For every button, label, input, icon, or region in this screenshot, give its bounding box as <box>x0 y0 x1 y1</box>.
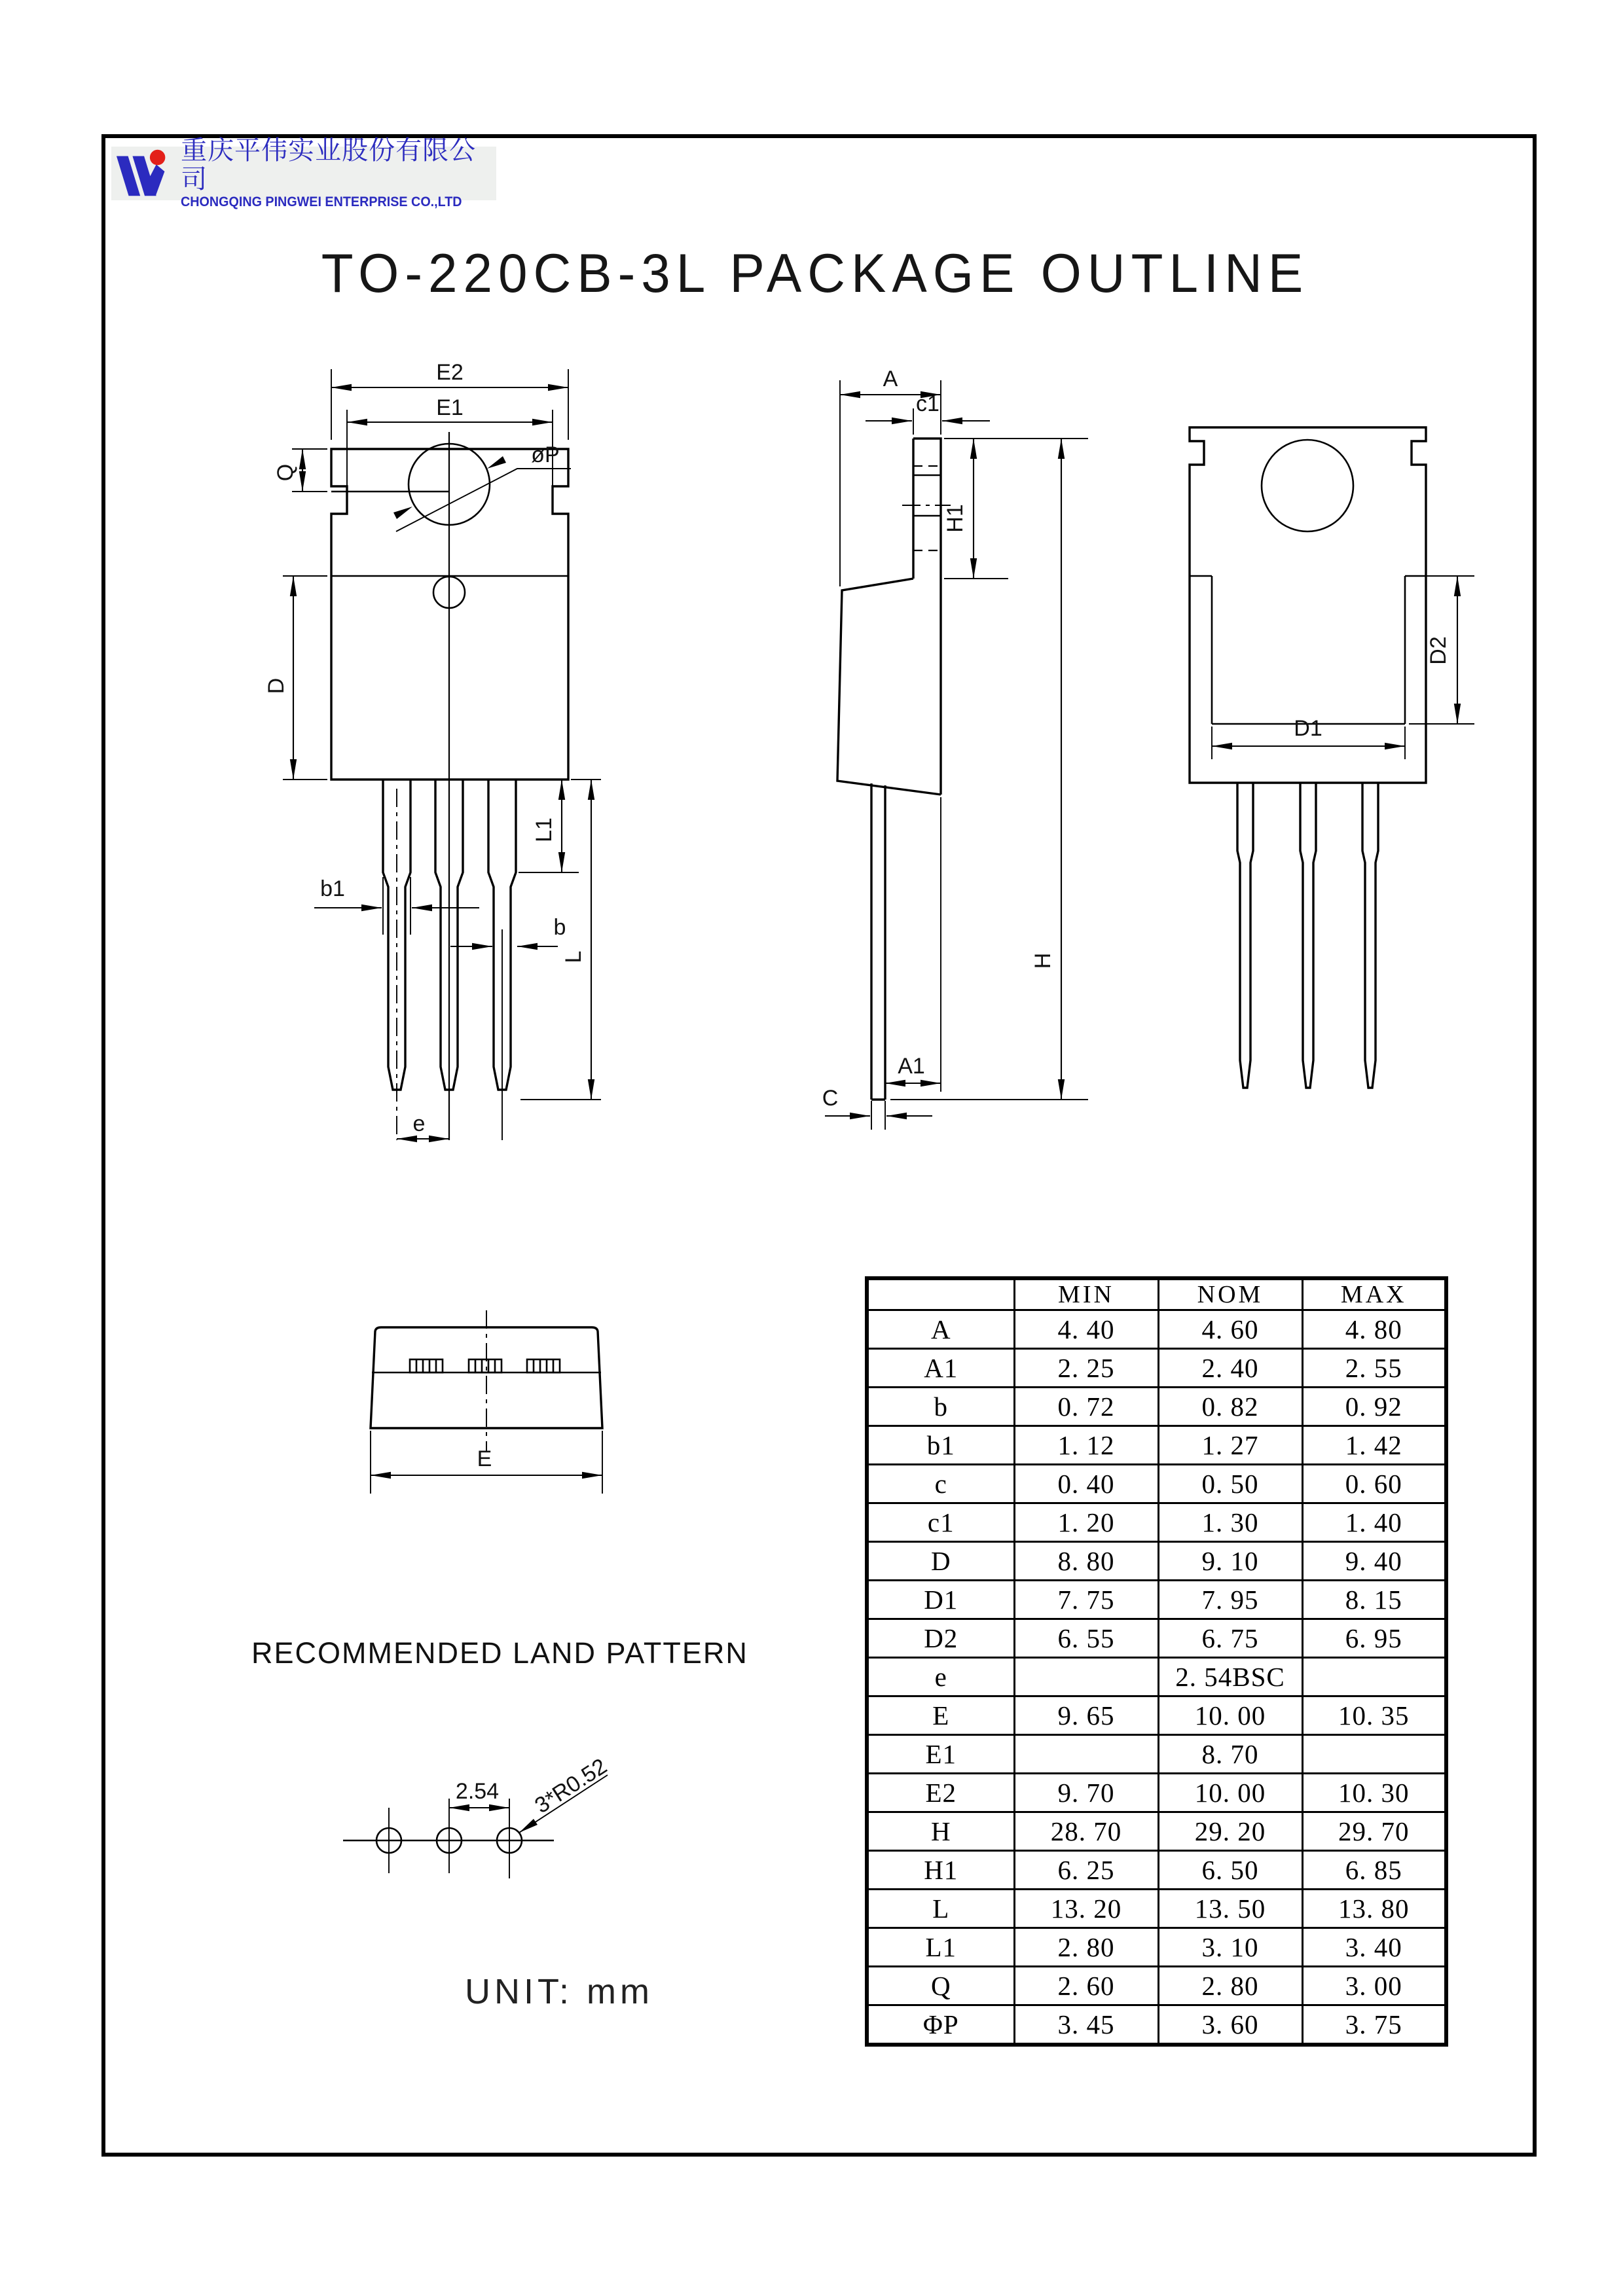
dimension-symbol-cell: A <box>867 1310 1014 1349</box>
dim-label-d2: D2 <box>1426 636 1451 665</box>
land-pattern-heading: RECOMMENDED LAND PATTERN <box>251 1636 748 1670</box>
dim-label-c: C <box>822 1086 839 1111</box>
dimension-value-cell: 10. 00 <box>1158 1696 1302 1734</box>
front-view <box>264 360 601 1140</box>
dim-label-a: A <box>883 367 898 391</box>
dimension-value-cell: 4. 80 <box>1302 1310 1446 1349</box>
dim-label-c1: c1 <box>916 391 939 416</box>
dim-label-h1: H1 <box>943 504 968 533</box>
dimension-symbol-cell: H <box>867 1812 1014 1850</box>
table-header-nom: NOM <box>1158 1278 1302 1310</box>
back-view <box>1190 427 1474 1088</box>
dim-label-l1: L1 <box>532 817 556 842</box>
dimension-value-cell: 9. 40 <box>1302 1541 1446 1580</box>
dimension-value-cell: 10. 30 <box>1302 1773 1446 1812</box>
dimension-value-cell: 0. 72 <box>1014 1387 1158 1426</box>
dimension-value-cell: 29. 20 <box>1158 1812 1302 1850</box>
dimension-symbol-cell: b <box>867 1387 1014 1426</box>
dimension-value-cell: 6. 55 <box>1014 1619 1158 1657</box>
dimension-symbol-cell: L <box>867 1889 1014 1928</box>
dim-label-d1: D1 <box>1294 716 1322 741</box>
dimension-symbol-cell: c1 <box>867 1503 1014 1541</box>
dimension-value-cell: 0. 82 <box>1158 1387 1302 1426</box>
dimension-value-cell: 2. 25 <box>1014 1348 1158 1387</box>
side-view <box>822 367 1088 1130</box>
dimension-value-cell: 9. 70 <box>1014 1773 1158 1812</box>
dimension-value-cell: 3. 40 <box>1302 1928 1446 1966</box>
dimension-symbol-cell: E2 <box>867 1773 1014 1812</box>
dimension-symbol-cell: A1 <box>867 1348 1014 1387</box>
dimension-value-cell: 2. 80 <box>1014 1928 1158 1966</box>
dimension-value-cell: 6. 75 <box>1158 1619 1302 1657</box>
dimension-value-cell: 1. 12 <box>1014 1426 1158 1464</box>
dimension-symbol-cell: D2 <box>867 1619 1014 1657</box>
dimension-symbol-cell: E1 <box>867 1734 1014 1773</box>
dimension-value-cell: 0. 40 <box>1014 1464 1158 1503</box>
dimension-value-cell: 0. 92 <box>1302 1387 1446 1426</box>
company-name-english: CHONGQING PINGWEI ENTERPRISE CO.,LTD <box>181 194 462 209</box>
dimension-value-cell: 1. 30 <box>1158 1503 1302 1541</box>
dimension-value-cell: 3. 00 <box>1302 1966 1446 2005</box>
dimension-value-cell: 6. 50 <box>1158 1850 1302 1889</box>
dim-label-a1: A1 <box>898 1054 925 1079</box>
dimension-value-cell: 3. 45 <box>1014 2005 1158 2045</box>
dimension-value-cell: 13. 20 <box>1014 1889 1158 1928</box>
dimension-symbol-cell: H1 <box>867 1850 1014 1889</box>
unit-label: UNIT: mm <box>465 1972 653 2011</box>
dimension-value-cell: 10. 00 <box>1158 1773 1302 1812</box>
bottom-view <box>371 1310 602 1494</box>
dimension-symbol-cell: b1 <box>867 1426 1014 1464</box>
dimension-value-cell: 13. 50 <box>1158 1889 1302 1928</box>
dimension-value-cell: 9. 10 <box>1158 1541 1302 1580</box>
dimension-value-cell: 2. 80 <box>1158 1966 1302 2005</box>
dim-label-bottom-e: E <box>477 1446 492 1471</box>
dimension-value-cell: 2. 60 <box>1014 1966 1158 2005</box>
dimension-value-cell: 6. 95 <box>1302 1619 1446 1657</box>
dim-label-e2: E2 <box>436 360 464 385</box>
table-header-max: MAX <box>1302 1278 1446 1310</box>
dimension-value-cell: 10. 35 <box>1302 1696 1446 1734</box>
dimension-value-cell: 7. 75 <box>1014 1580 1158 1619</box>
dimension-symbol-cell: D1 <box>867 1580 1014 1619</box>
company-name-chinese: 重庆平伟实业股份有限公司 <box>181 136 477 194</box>
land-pattern <box>343 1753 611 1878</box>
dimension-value-cell: 2. 54BSC <box>1158 1657 1302 1696</box>
dim-label-d: D <box>264 677 289 694</box>
dimension-value-cell: 4. 40 <box>1014 1310 1158 1349</box>
dimension-value-cell: 1. 40 <box>1302 1503 1446 1541</box>
dimension-value-cell: 9. 65 <box>1014 1696 1158 1734</box>
dim-label-pitch: 2.54 <box>455 1779 500 1804</box>
dim-label-l: L <box>561 950 586 963</box>
dimension-symbol-cell: c <box>867 1464 1014 1503</box>
dimension-value-cell: 6. 85 <box>1302 1850 1446 1889</box>
dimension-value-cell: 13. 80 <box>1302 1889 1446 1928</box>
dimension-symbol-cell: Q <box>867 1966 1014 2005</box>
dim-label-phi-p: øP <box>531 442 560 467</box>
dimension-value-cell: 1. 20 <box>1014 1503 1158 1541</box>
dimension-value-cell: 6. 25 <box>1014 1850 1158 1889</box>
dimension-value-cell: 29. 70 <box>1302 1812 1446 1850</box>
dimension-symbol-cell: e <box>867 1657 1014 1696</box>
dim-label-radius-note: 3*R0.52 <box>530 1753 611 1819</box>
dimension-value-cell: 2. 55 <box>1302 1348 1446 1387</box>
dimension-symbol-cell: D <box>867 1541 1014 1580</box>
dimension-value-cell: 8. 70 <box>1158 1734 1302 1773</box>
dimension-symbol-cell: L1 <box>867 1928 1014 1966</box>
page-title: TO-220CB-3L PACKAGE OUTLINE <box>321 243 1309 304</box>
dimension-value-cell: 4. 60 <box>1158 1310 1302 1349</box>
dim-label-b1: b1 <box>320 876 345 901</box>
dimension-value-cell: 0. 60 <box>1302 1464 1446 1503</box>
dim-label-e: e <box>412 1111 426 1136</box>
dimension-symbol-cell: ΦP <box>867 2005 1014 2045</box>
dimension-value-cell: 8. 80 <box>1014 1541 1158 1580</box>
dim-label-q: Q <box>273 463 298 482</box>
dimension-value-cell: 2. 40 <box>1158 1348 1302 1387</box>
dimension-value-cell: 0. 50 <box>1158 1464 1302 1503</box>
dimension-value-cell: 8. 15 <box>1302 1580 1446 1619</box>
dim-label-h: H <box>1030 952 1055 969</box>
dimension-value-cell: 1. 27 <box>1158 1426 1302 1464</box>
dimension-value-cell: 7. 95 <box>1158 1580 1302 1619</box>
dimension-value-cell: 3. 75 <box>1302 2005 1446 2045</box>
table-header-min: MIN <box>1014 1278 1158 1310</box>
dimension-value-cell: 1. 42 <box>1302 1426 1446 1464</box>
dim-label-e1: E1 <box>436 395 464 420</box>
dimension-value-cell: 3. 60 <box>1158 2005 1302 2045</box>
dim-label-b: b <box>553 915 566 940</box>
dimension-value-cell: 28. 70 <box>1014 1812 1158 1850</box>
dimension-value-cell: 3. 10 <box>1158 1928 1302 1966</box>
dimension-symbol-cell: E <box>867 1696 1014 1734</box>
